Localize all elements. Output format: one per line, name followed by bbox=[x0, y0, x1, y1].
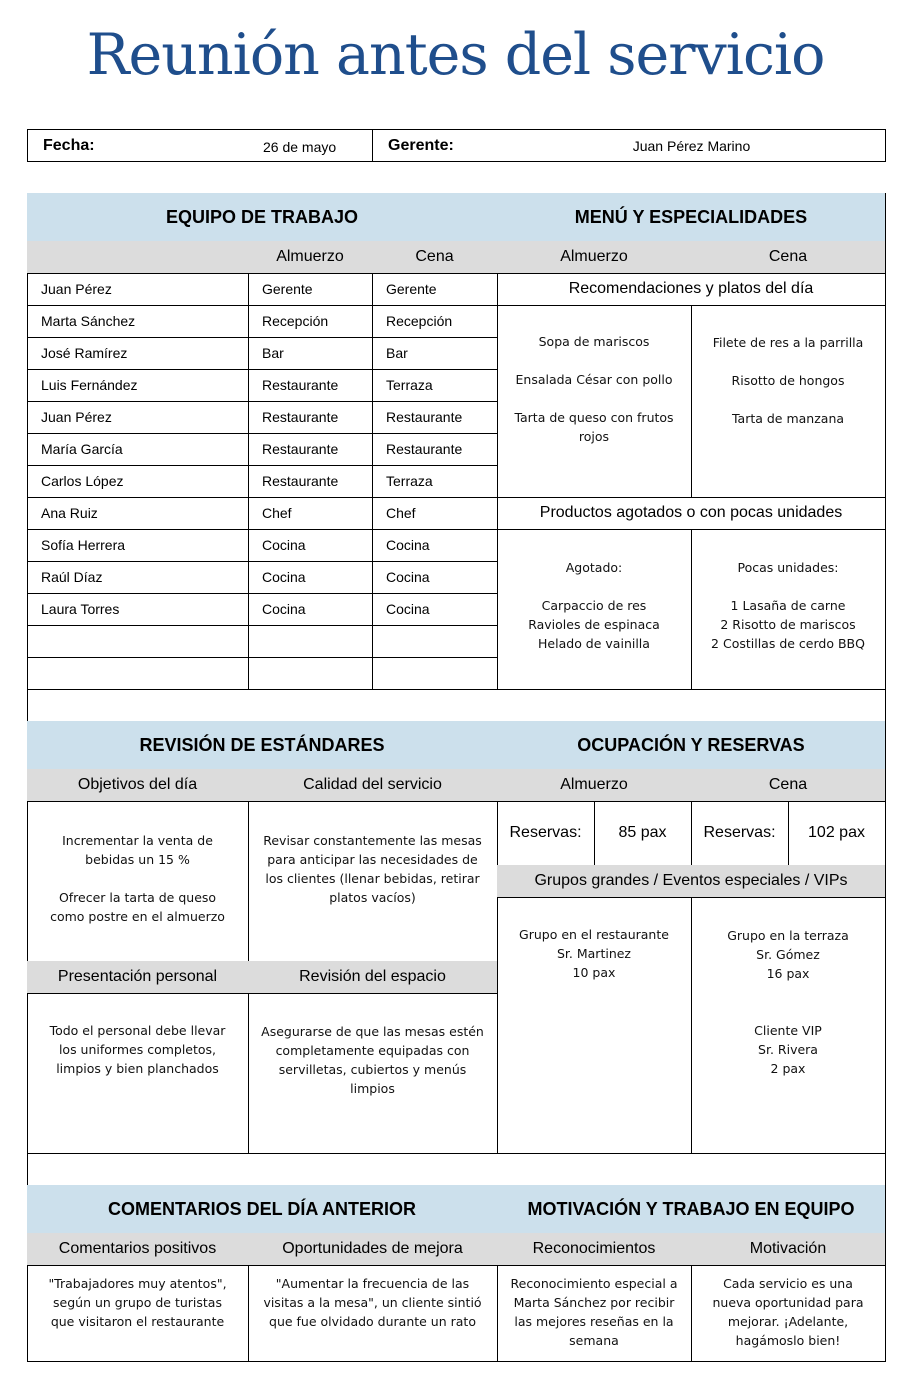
staff-role-cena[interactable]: Cocina bbox=[372, 593, 498, 626]
staff-role-almuerzo[interactable]: Bar bbox=[248, 337, 373, 370]
staff-role-almuerzo[interactable]: Chef bbox=[248, 497, 373, 530]
recomendaciones-almuerzo[interactable]: Sopa de mariscos Ensalada César con pollo Tarta de queso con frutos rojos bbox=[497, 305, 692, 498]
ocupacion-col-cena: Cena bbox=[691, 769, 886, 802]
staff-role-cena[interactable]: Cocina bbox=[372, 561, 498, 594]
staff-role-almuerzo[interactable]: Cocina bbox=[248, 561, 373, 594]
staff-name[interactable]: Marta Sánchez bbox=[27, 305, 249, 338]
presentacion-header: Presentación personal bbox=[27, 961, 249, 994]
staff-role-almuerzo[interactable]: Restaurante bbox=[248, 465, 373, 498]
positivos-header: Comentarios positivos bbox=[27, 1233, 249, 1266]
staff-name[interactable] bbox=[27, 657, 249, 690]
staff-role-cena[interactable]: Restaurante bbox=[372, 433, 498, 466]
calidad-header: Calidad del servicio bbox=[248, 769, 498, 802]
staff-name[interactable]: Carlos López bbox=[27, 465, 249, 498]
staff-role-cena[interactable] bbox=[372, 625, 498, 658]
staff-role-cena[interactable]: Terraza bbox=[372, 369, 498, 402]
reconocimientos-text[interactable]: Reconocimiento especial a Marta Sánchez por recibir las mejores reseñas en la semana bbox=[497, 1265, 692, 1362]
motivacion-text[interactable]: Cada servicio es una nueva oportunidad para mejorar. ¡Adelante, hagámoslo bien! bbox=[691, 1265, 886, 1362]
staff-role-almuerzo[interactable]: Restaurante bbox=[248, 433, 373, 466]
gerente-value[interactable]: Juan Pérez Marino bbox=[632, 138, 751, 154]
staff-name[interactable]: María García bbox=[27, 433, 249, 466]
staff-role-cena[interactable]: Chef bbox=[372, 497, 498, 530]
staff-role-cena[interactable] bbox=[372, 657, 498, 690]
staff-role-almuerzo[interactable]: Restaurante bbox=[248, 401, 373, 434]
fecha-value[interactable]: 26 de mayo bbox=[263, 139, 337, 155]
presentacion-text[interactable]: Todo el personal debe llevar los uniformes completos, limpios y bien planchados bbox=[27, 993, 249, 1154]
calidad-text[interactable]: Revisar constantemente las mesas para anticipar las necesidades de los clientes (llenar bebidas, retirar platos vacíos) bbox=[248, 801, 498, 962]
spacer-row-2 bbox=[27, 1153, 886, 1186]
staff-name[interactable]: Ana Ruiz bbox=[27, 497, 249, 530]
staff-role-almuerzo[interactable] bbox=[248, 657, 373, 690]
reservas-cena-label: Reservas: bbox=[691, 801, 789, 866]
staff-role-almuerzo[interactable]: Cocina bbox=[248, 593, 373, 626]
agotados-almuerzo[interactable]: Agotado: Carpaccio de res Ravioles de espinaca Helado de vainilla bbox=[497, 529, 692, 690]
staff-name[interactable]: Luis Fernández bbox=[27, 369, 249, 402]
recomendaciones-cena[interactable]: Filete de res a la parrilla Risotto de hongos Tarta de manzana bbox=[691, 305, 886, 498]
positivos-text[interactable]: "Trabajadores muy atentos", según un grupo de turistas que visitaron el restaurante bbox=[27, 1265, 249, 1362]
espacio-header: Revisión del espacio bbox=[248, 961, 498, 994]
estandares-section-header: REVISIÓN DE ESTÁNDARES bbox=[27, 721, 498, 770]
mejora-header: Oportunidades de mejora bbox=[248, 1233, 498, 1266]
staff-role-cena[interactable]: Recepción bbox=[372, 305, 498, 338]
staff-role-almuerzo[interactable]: Gerente bbox=[248, 273, 373, 306]
staff-name[interactable]: Juan Pérez bbox=[27, 401, 249, 434]
menu-section-header: MENÚ Y ESPECIALIDADES bbox=[497, 193, 886, 242]
objetivos-text[interactable]: Incrementar la venta de bebidas un 15 % Ofrecer la tarta de queso como postre en el almuerzo bbox=[27, 801, 249, 962]
reservas-almuerzo-value[interactable]: 85 pax bbox=[594, 801, 692, 866]
reservas-almuerzo-label: Reservas: bbox=[497, 801, 595, 866]
staff-name[interactable]: Laura Torres bbox=[27, 593, 249, 626]
staff-role-almuerzo[interactable]: Cocina bbox=[248, 529, 373, 562]
menu-col-almuerzo: Almuerzo bbox=[497, 241, 692, 274]
ocupacion-col-almuerzo: Almuerzo bbox=[497, 769, 692, 802]
grupos-almuerzo[interactable]: Grupo en el restaurante Sr. Martinez 10 pax bbox=[497, 897, 692, 1154]
staff-name[interactable]: Sofía Herrera bbox=[27, 529, 249, 562]
motivacion-section-header: MOTIVACIÓN Y TRABAJO EN EQUIPO bbox=[497, 1185, 886, 1234]
objetivos-header: Objetivos del día bbox=[27, 769, 249, 802]
page-title: Reunión antes del servicio bbox=[86, 22, 825, 88]
staff-name[interactable]: José Ramírez bbox=[27, 337, 249, 370]
staff-name[interactable]: Raúl Díaz bbox=[27, 561, 249, 594]
staff-role-cena[interactable]: Terraza bbox=[372, 465, 498, 498]
mejora-text[interactable]: "Aumentar la frecuencia de las visitas a la mesa", un cliente sintió que fue olvidado durante un rato bbox=[248, 1265, 498, 1362]
equipo-col-cena: Cena bbox=[372, 241, 498, 274]
staff-role-cena[interactable]: Bar bbox=[372, 337, 498, 370]
staff-role-almuerzo[interactable] bbox=[248, 625, 373, 658]
staff-role-almuerzo[interactable]: Recepción bbox=[248, 305, 373, 338]
staff-role-cena[interactable]: Cocina bbox=[372, 529, 498, 562]
agotados-cena[interactable]: Pocas unidades: 1 Lasaña de carne 2 Risotto de mariscos 2 Costillas de cerdo BBQ bbox=[691, 529, 886, 690]
comentarios-section-header: COMENTARIOS DEL DÍA ANTERIOR bbox=[27, 1185, 498, 1234]
staff-role-almuerzo[interactable]: Restaurante bbox=[248, 369, 373, 402]
ocupacion-section-header: OCUPACIÓN Y RESERVAS bbox=[497, 721, 886, 770]
recomendaciones-label: Recomendaciones y platos del día bbox=[497, 273, 886, 306]
reservas-cena-value[interactable]: 102 pax bbox=[788, 801, 886, 866]
grupos-cena[interactable]: Grupo en la terraza Sr. Gómez 16 pax Cliente VIP Sr. Rivera 2 pax bbox=[691, 897, 886, 1154]
espacio-text[interactable]: Asegurarse de que las mesas estén completamente equipadas con servilletas, cubiertos y menús limpios bbox=[248, 993, 498, 1154]
spacer-row-1 bbox=[27, 689, 886, 722]
gerente-label: Gerente: bbox=[388, 137, 454, 154]
reconocimientos-header: Reconocimientos bbox=[497, 1233, 692, 1266]
motivacion-header: Motivación bbox=[691, 1233, 886, 1266]
staff-role-cena[interactable]: Restaurante bbox=[372, 401, 498, 434]
fecha-label: Fecha: bbox=[43, 137, 95, 154]
staff-name[interactable] bbox=[27, 625, 249, 658]
equipo-col-almuerzo: Almuerzo bbox=[248, 241, 373, 274]
agotados-label: Productos agotados o con pocas unidades bbox=[497, 497, 886, 530]
menu-col-cena: Cena bbox=[691, 241, 886, 274]
equipo-section-header: EQUIPO DE TRABAJO bbox=[27, 193, 498, 242]
staff-name[interactable]: Juan Pérez bbox=[27, 273, 249, 306]
equipo-col-name bbox=[27, 241, 249, 274]
grupos-header: Grupos grandes / Eventos especiales / VIPs bbox=[497, 865, 886, 898]
staff-role-cena[interactable]: Gerente bbox=[372, 273, 498, 306]
header-divider bbox=[372, 129, 373, 162]
